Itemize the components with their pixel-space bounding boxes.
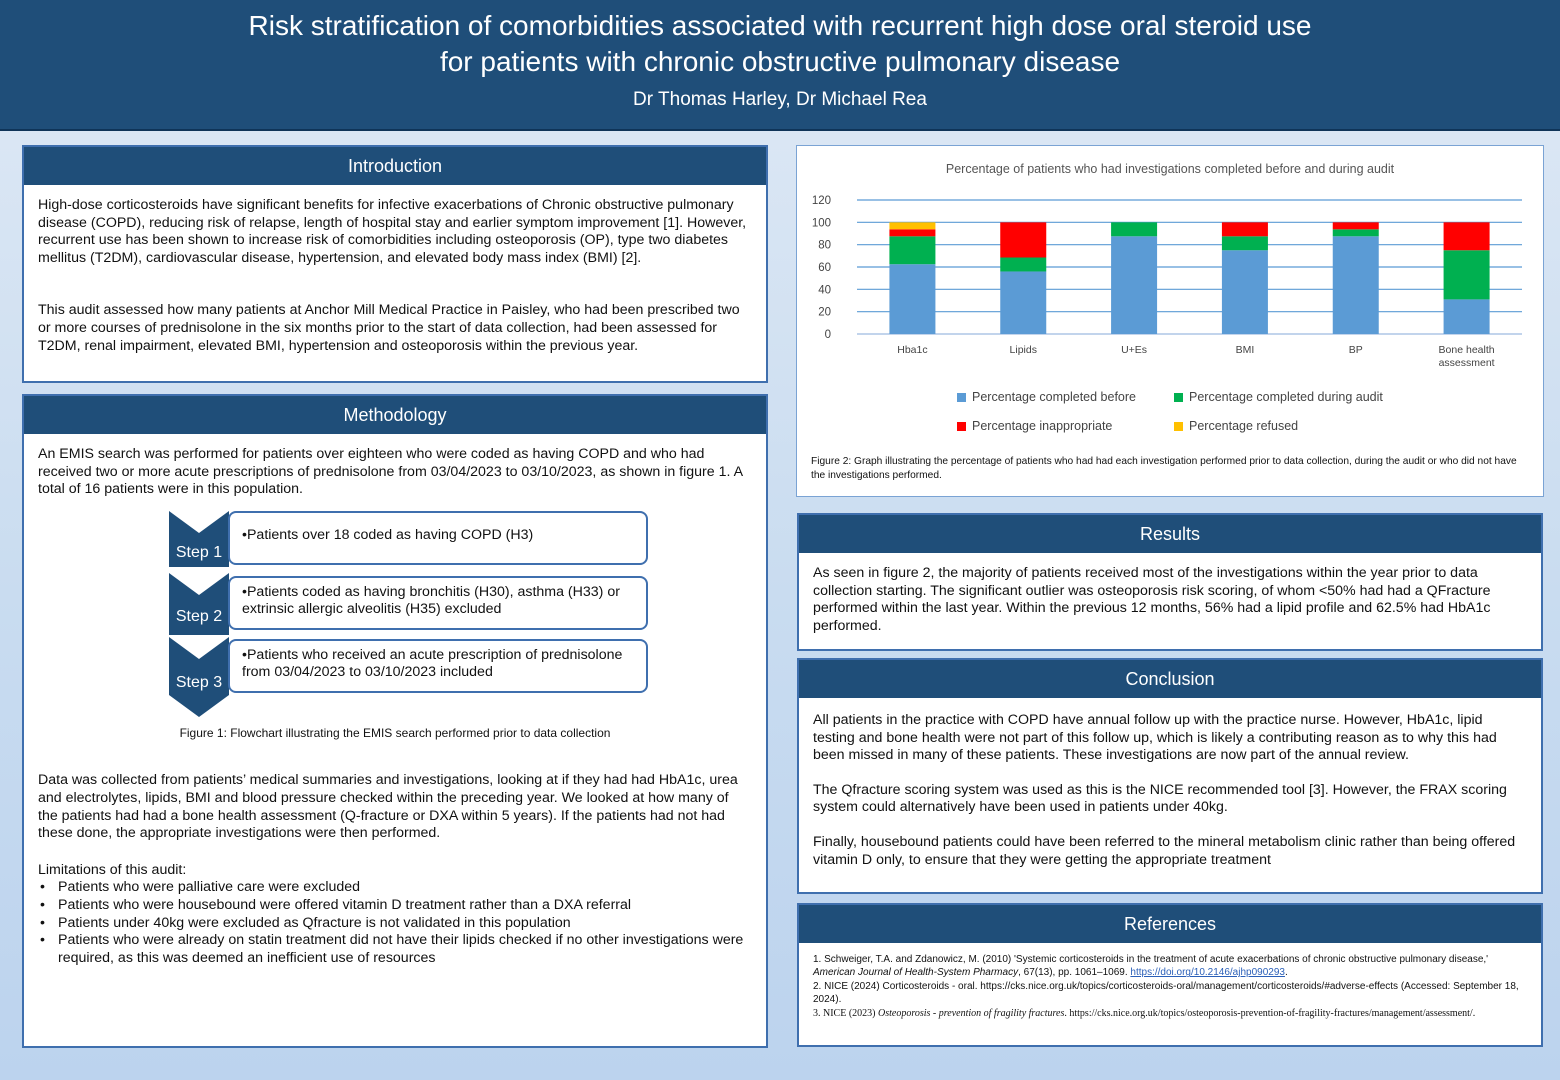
- methodology-heading: Methodology: [24, 396, 766, 434]
- poster-authors: Dr Thomas Harley, Dr Michael Rea: [633, 89, 927, 110]
- bar-segment-hba1c: [889, 229, 935, 236]
- bar-segment-hba1c: [889, 264, 935, 334]
- introduction-paragraph-1: High-dose corticosteroids have significant benefits for infective exacerbations of Chronic obstructive pulmonary disease (COPD), reducing risk of relapse, length of hospital stay and earlier symptom improvement [1]. However, recurrent use has been shown to increase risk of comorbidities including osteoporosis (OP), type two diabetes mellitus (T2DM), cardiovascular disease, hypertension, and elevated body mass index (BMI) [2].: [38, 197, 747, 266]
- methodology-paragraph-1: An EMIS search was performed for patients over eighteen who were coded as having COPD and who had received two or more acute prescriptions of prednisolone from 03/04/2023 to 03/10/2023, as shown in figure 1. A total of 16 patients were in this population.: [38, 446, 743, 498]
- limitations-title: Limitations of this audit:: [38, 861, 187, 878]
- conclusion-paragraph-3: Finally, housebound patients could have been referred to the mineral metabolism clinic rather than being offered vitamin D only, to ensure that they were getting the appropriate treatment: [813, 833, 1516, 868]
- step-2-box: •Patients coded as having bronchitis (H30), asthma (H33) or extrinsic allergic alveolitis (H35) excluded: [228, 576, 648, 630]
- bar-segment-bp: [1333, 229, 1379, 236]
- bar-segment-u-es: [1111, 222, 1157, 236]
- y-tick-label: 0: [824, 329, 831, 341]
- step-1-chevron: [169, 511, 229, 567]
- reference-1: 1. Schweiger, T.A. and Zdanowicz, M. (2010) 'Systemic corticosteroids in the treatment of acute exacerbations of chronic obstructive pulmonary disease,' American Journal of Health-System Pharmacy, 67(13), pp. 1061–1069. https://doi.org/10.2146/ajhp090293.: [813, 954, 1489, 979]
- bar-segment-lipids: [1000, 258, 1046, 272]
- results-paragraph: As seen in figure 2, the majority of patients received most of the investigations within the year prior to data collection starting. The significant outlier was osteoporosis risk scoring, of whom <50% had had a QFracture performed within the last year. Within the previous 12 months, 56% had a lipid profile and 62.5% had HbA1c performed.: [813, 565, 1491, 634]
- stacked-bar-chart: [797, 146, 1543, 386]
- legend-label: Percentage inappropriate: [972, 419, 1113, 433]
- results-heading: Results: [799, 515, 1541, 553]
- x-tick-label: U+Es: [1121, 344, 1148, 356]
- x-tick-label: Lipids: [1009, 344, 1037, 356]
- reference-1-doi-link[interactable]: https://doi.org/10.2146/ajhp090293: [1130, 967, 1285, 979]
- bar-segment-bp: [1333, 236, 1379, 334]
- poster-header: [0, 0, 1560, 131]
- step-3-label: Step 3: [175, 673, 223, 691]
- x-tick-label: Hba1c: [897, 344, 928, 356]
- bar-segment-bone-health-assessment: [1444, 222, 1490, 250]
- list-item: • Patients who were housebound were offered vitamin D treatment rather than a DXA referral: [38, 897, 752, 915]
- legend-item: [1174, 419, 1298, 433]
- legend-item: [1174, 390, 1383, 404]
- methodology-paragraph-2: Data was collected from patients’ medical summaries and investigations, looking at if they had had HbA1c, urea and electrolytes, lipids, BMI and blood pressure checked within the preceding year. We looked at how many of the patients had had a bone health assessment (Q-fracture or DXA within 5 years). If the patients had not had these done, the appropriate investigations were then performed.: [38, 772, 738, 842]
- figure-2-caption: Figure 2: Graph illustrating the percentage of patients who had had each investigation performed prior to data collection, during the audit or who did not have the investigations performed.: [811, 456, 1517, 481]
- methodology-panel: [22, 394, 768, 1048]
- step-1-label: Step 1: [175, 543, 223, 561]
- legend-swatch: [1174, 393, 1183, 402]
- step-1-box: •Patients over 18 coded as having COPD (H3): [228, 511, 648, 565]
- step-2-chevron: [169, 573, 229, 635]
- conclusion-panel: [797, 658, 1543, 894]
- conclusion-paragraph-2: The Qfracture scoring system was used as this is the NICE recommended tool [3]. However, the FRAX scoring system could alternatively have been used in patients under 40kg.: [813, 781, 1507, 816]
- y-tick-label: 100: [811, 217, 831, 230]
- bar-segment-bmi: [1222, 236, 1268, 250]
- list-item: • Patients under 40kg were excluded as Qfracture is not validated in this population: [38, 915, 752, 933]
- reference-2: 2. NICE (2024) Corticosteroids - oral. https://cks.nice.org.uk/topics/corticosteroids-oral/management/corticosteroids/#adverse-effects (Accessed: September 18, 2024).: [813, 980, 1519, 1006]
- y-tick-label: 20: [818, 306, 831, 319]
- results-panel: [797, 513, 1543, 651]
- figure-1-caption: Figure 1: Flowchart illustrating the EMIS search performed prior to data collection: [179, 725, 611, 740]
- legend-label: Percentage completed during audit: [1189, 390, 1383, 404]
- bar-segment-bp: [1333, 222, 1379, 229]
- x-tick-label: BP: [1348, 344, 1363, 356]
- chart-title: Percentage of patients who had investigations completed before and during audit: [945, 162, 1395, 176]
- reference-3: 3. NICE (2023) Osteoporosis - prevention of fragility fractures. https://cks.nice.org.uk/topics/osteoporosis-prevention-of-fragility-fractures/management/assessment/.: [813, 1007, 1476, 1019]
- list-item: • Patients who were palliative care were excluded: [38, 879, 752, 897]
- introduction-panel: [22, 145, 768, 383]
- conclusion-heading: Conclusion: [799, 660, 1541, 698]
- legend-swatch: [957, 393, 966, 402]
- y-tick-label: 80: [818, 239, 831, 252]
- introduction-heading: Introduction: [24, 147, 766, 185]
- legend-label: Percentage refused: [1189, 419, 1299, 433]
- step-3-box: •Patients who received an acute prescription of prednisolone from 03/04/2023 to 03/10/2023 included: [228, 639, 648, 693]
- limitations-list: [38, 879, 752, 967]
- figure-2-panel: [796, 145, 1544, 497]
- y-tick-label: 60: [818, 262, 831, 274]
- poster-title-line2: for patients with chronic obstructive pulmonary disease: [439, 46, 1121, 77]
- bar-segment-bmi: [1222, 222, 1268, 236]
- bar-segment-lipids: [1000, 271, 1046, 334]
- y-tick-label: 120: [811, 195, 831, 207]
- legend-item: [957, 390, 1136, 404]
- bar-segment-bmi: [1222, 250, 1268, 334]
- bar-segment-bone-health-assessment: [1444, 250, 1490, 299]
- bar-segment-lipids: [1000, 222, 1046, 257]
- bar-segment-bone-health-assessment: [1444, 299, 1490, 334]
- references-panel: [797, 903, 1543, 1047]
- introduction-paragraph-2: This audit assessed how many patients at Anchor Mill Medical Practice in Paisley, who had been prescribed two or more courses of prednisolone in the six months prior to the start of data collection, had been assessed for T2DM, renal impairment, elevated BMI, hypertension and osteoporosis within the previous year.: [38, 302, 740, 354]
- step-2-label: Step 2: [175, 607, 223, 625]
- legend-swatch: [957, 422, 966, 431]
- x-tick-label: BMI: [1235, 344, 1255, 356]
- references-heading: References: [799, 905, 1541, 943]
- bar-segment-hba1c: [889, 236, 935, 264]
- legend-swatch: [1174, 422, 1183, 431]
- legend-item: [957, 419, 1112, 433]
- bar-segment-u-es: [1111, 236, 1157, 334]
- bar-segment-hba1c: [889, 222, 935, 229]
- legend-label: Percentage completed before: [972, 390, 1136, 404]
- list-item: • Patients who were already on statin treatment did not have their lipids checked if no other investigations were required, as this was deemed an inefficient use of resources: [38, 932, 752, 967]
- x-tick-label: Bone health assessment: [1438, 344, 1495, 369]
- conclusion-paragraph-1: All patients in the practice with COPD have annual follow up with the practice nurse. However, HbA1c, lipid testing and bone health were not part of this follow up, which is likely a contributing reason as to why this had been missed in many of these patients. These investigations are now part of the annual review.: [813, 712, 1497, 764]
- step-3-chevron: [169, 637, 229, 717]
- poster-title-line1: Risk stratification of comorbidities associated with recurrent high dose oral steroid use: [248, 10, 1312, 41]
- flowchart: [38, 511, 752, 721]
- y-tick-label: 40: [818, 284, 831, 297]
